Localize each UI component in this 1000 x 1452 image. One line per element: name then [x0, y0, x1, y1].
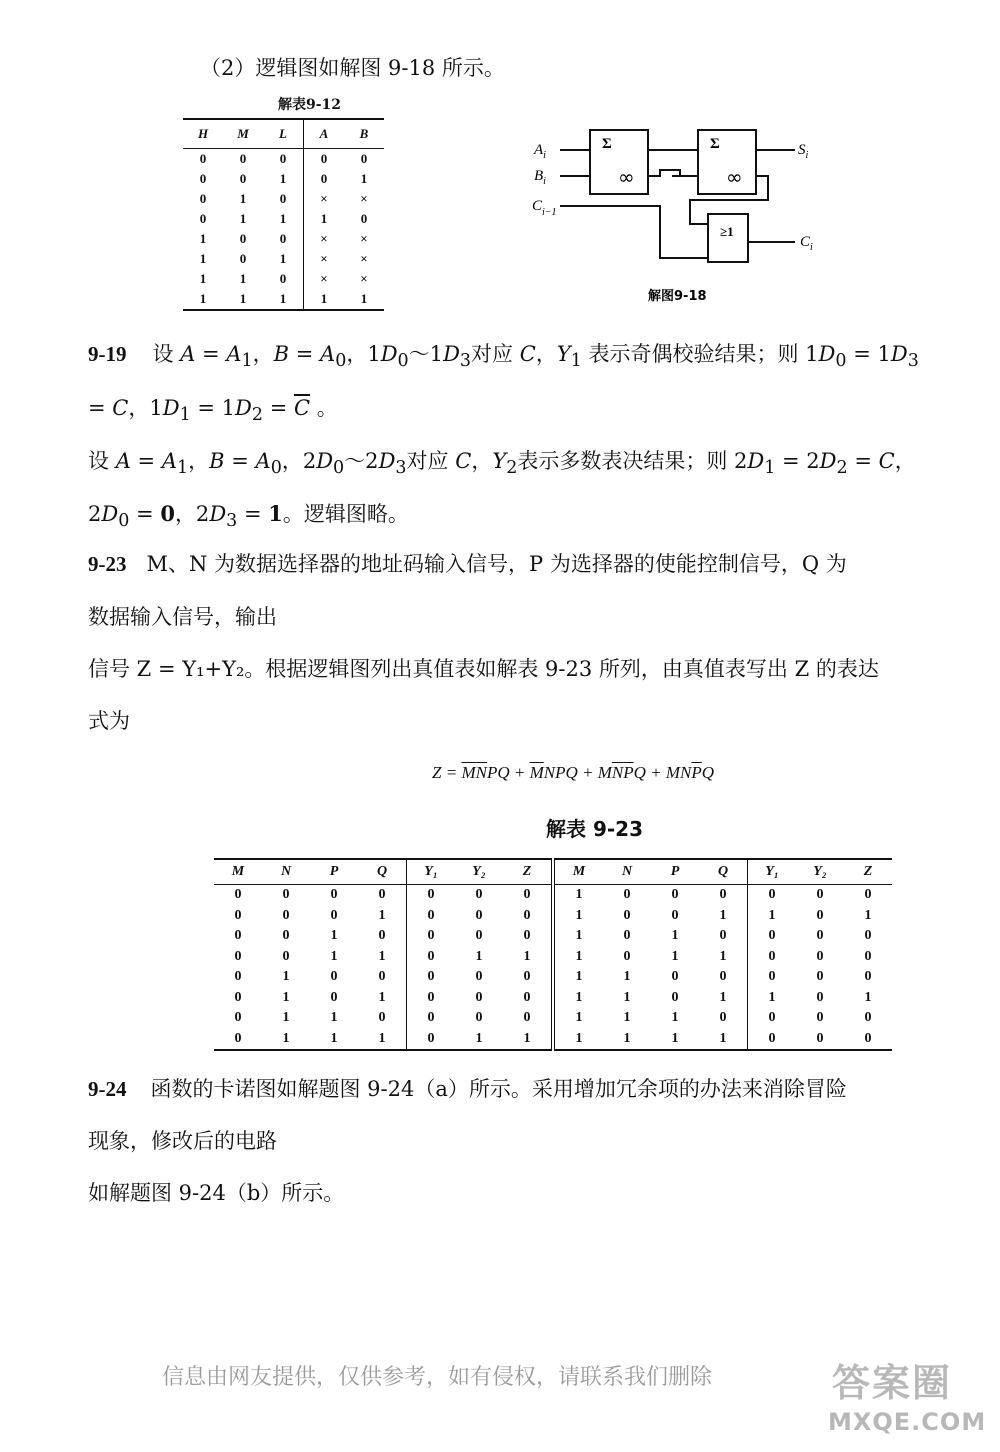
table-cell: 0 [358, 926, 407, 947]
output-s-label: $S_i$ [798, 142, 809, 161]
table-cell: 0 [360, 151, 368, 166]
table-cell: 0 [358, 1008, 407, 1029]
table-cell: 0 [475, 969, 483, 985]
table-cell: 0 [699, 885, 748, 906]
table-cell: 0 [768, 948, 776, 964]
table-cell: 1 [358, 906, 407, 927]
table-cell: 1 [282, 1010, 290, 1026]
header-cell: Q [699, 859, 748, 885]
table-cell: 1 [239, 211, 247, 226]
table-cell: 0 [234, 1030, 242, 1046]
table-cell: 0 [263, 189, 304, 209]
table-cell: 1 [360, 171, 368, 186]
table-row [214, 926, 892, 947]
table-cell: 1 [864, 907, 872, 923]
table-cell: 1 [358, 988, 407, 1009]
table-cell: 1 [671, 928, 679, 944]
table-cell: × [320, 231, 328, 246]
table-cell: 0 [864, 948, 872, 964]
table-cell: 1 [699, 947, 748, 968]
table-cell: 1 [263, 289, 304, 310]
header-cell: H [197, 126, 209, 141]
table-cell: 0 [199, 151, 207, 166]
site-logo-url: MXQE.COM [828, 1408, 987, 1436]
table-cell: 0 [282, 907, 290, 923]
table-cell: × [360, 271, 368, 286]
table-cell: 1 [768, 989, 776, 1005]
table-cell: 1 [575, 907, 583, 923]
watermark-disclaimer: 信息由网友提供，仅供参考，如有侵权，请联系我们删除 [162, 1365, 713, 1390]
header-cell: Y₁ [424, 864, 438, 879]
problem-number: 9-23 [88, 552, 127, 576]
header-cell: N [280, 864, 292, 879]
table-cell: 1 [320, 291, 328, 306]
table-cell: 0 [699, 926, 748, 947]
para-9-19-line3: 设 $A = A_1$，$B = A_0$，$2D_0\sim 2D_3$对应 C，$Y_2$表示多数表决结果；则 $2D_1 = 2D_2 = C$， [88, 449, 916, 479]
table-cell: 0 [358, 885, 407, 906]
header-cell: A [319, 126, 329, 141]
table-cell: 0 [816, 1030, 824, 1046]
header-cell: P [329, 864, 339, 879]
input-c-label: $C_{i-1}$ [532, 198, 557, 218]
para-9-19-line2: = C，$1D_1 = 1D_2 = \overline{C}$ 。 [88, 396, 338, 426]
table-cell: 0 [768, 969, 776, 985]
table-cell: 0 [330, 989, 338, 1005]
table-cell: 0 [234, 907, 242, 923]
table-cell: 1 [358, 947, 407, 968]
table-row [183, 229, 384, 249]
table-cell: 0 [816, 907, 824, 923]
table-cell: × [320, 191, 328, 206]
table-row [214, 1029, 892, 1051]
table-9-12-caption: 解表9-12 [278, 97, 342, 113]
table-cell: 0 [358, 967, 407, 988]
table-cell: 1 [239, 191, 247, 206]
table-cell: 0 [427, 948, 435, 964]
table-9-12-header [183, 119, 384, 149]
table-cell: 0 [699, 967, 748, 988]
table-cell: 0 [427, 1030, 435, 1046]
inf-label-2: ∞ [726, 165, 743, 189]
table-cell: 1 [575, 1010, 583, 1026]
table-cell: 1 [330, 928, 338, 944]
formula-z: $Z = \overline{M}\overline{N}PQ + \overline{M}NPQ + M\overline{N}\overline{P}Q + MN\overline{P}Q$ [432, 763, 715, 782]
table-cell: 1 [671, 1010, 679, 1026]
table-cell: 0 [427, 907, 435, 923]
table-row [183, 249, 384, 269]
table-cell: 1 [239, 271, 247, 286]
table-cell: 0 [330, 907, 338, 923]
table-cell: 1 [330, 1030, 338, 1046]
para-9-23-line1: 9-23 M、N 为数据选择器的地址码输入信号，P 为选择器的使能控制信号，Q 为 [88, 552, 847, 576]
table-cell: 0 [816, 1010, 824, 1026]
table-cell: 0 [239, 151, 247, 166]
table-cell: 0 [330, 969, 338, 985]
table-cell: × [360, 231, 368, 246]
table-cell: 1 [575, 969, 583, 985]
para-9-23-line4: 式为 [88, 709, 130, 733]
header-cell: L [263, 119, 304, 149]
header-cell: Q [358, 859, 407, 885]
para-9-19-line1: 9-19 设 $A = A_1$，$B = A_0$，$1D_0\sim 1D_3$对应 C，$Y_1$ 表示奇偶校验结果；则 $1D_0 = 1D_3$ [88, 342, 919, 372]
table-cell: 1 [623, 1010, 631, 1026]
table-cell: 0 [239, 231, 247, 246]
table-cell: 1 [358, 1029, 407, 1051]
para-9-23-line2: 数据输入信号，输出 [88, 605, 277, 629]
table-cell: 0 [768, 1010, 776, 1026]
table-cell: 0 [503, 926, 553, 947]
table-9-23-caption: 解表 9-23 [546, 817, 644, 841]
header-cell: M [572, 864, 586, 879]
problem-number: 9-19 [88, 342, 127, 366]
table-cell: 1 [199, 271, 207, 286]
table-cell: 0 [475, 907, 483, 923]
para-9-24-line2: 现象，修改后的电路 [88, 1129, 277, 1153]
header-cell: Y₂ [472, 864, 486, 879]
table-cell: 0 [427, 928, 435, 944]
para-9-19-line4: $2D_0 = 0$，$2D_3 = 1$。逻辑图略。 [88, 501, 409, 532]
para-9-24-line1: 9-24 函数的卡诺图如解题图 9-24（a）所示。采用增加冗余项的办法来消除冒险 [88, 1077, 847, 1101]
table-cell: 0 [234, 948, 242, 964]
table-cell: 0 [623, 928, 631, 944]
table-cell: 1 [282, 969, 290, 985]
header-cell: Z [863, 864, 873, 879]
table-row [183, 189, 384, 209]
table-cell: 1 [475, 948, 483, 964]
table-cell: 0 [239, 251, 247, 266]
table-cell: 0 [330, 887, 338, 903]
table-row [214, 1008, 892, 1029]
table-cell: 0 [234, 989, 242, 1005]
site-logo: 答案圈 [832, 1361, 953, 1405]
table-cell: 1 [475, 1030, 483, 1046]
table-cell: 0 [282, 887, 290, 903]
table-row [214, 885, 892, 906]
table-row [214, 906, 892, 927]
table-cell: 1 [263, 249, 304, 269]
table-cell: 0 [768, 928, 776, 944]
problem-number: 9-24 [88, 1077, 127, 1101]
table-row [183, 269, 384, 289]
table-cell: 0 [816, 969, 824, 985]
table-cell: 0 [475, 928, 483, 944]
table-cell: 0 [503, 1008, 553, 1029]
table-cell: 1 [864, 989, 872, 1005]
table-9-23-header [214, 859, 892, 885]
table-cell: 1 [575, 887, 583, 903]
table-cell: 0 [864, 1010, 872, 1026]
table-cell: 0 [199, 211, 207, 226]
table-cell: 0 [503, 906, 553, 927]
table-cell: 0 [427, 989, 435, 1005]
table-cell: 0 [199, 191, 207, 206]
table-cell: 0 [816, 887, 824, 903]
table-cell: 0 [234, 928, 242, 944]
table-cell: 0 [816, 948, 824, 964]
logic-diagram-9-18 [520, 118, 830, 308]
table-cell: 0 [768, 1030, 776, 1046]
table-cell: 0 [263, 229, 304, 249]
table-cell: 0 [475, 989, 483, 1005]
input-a-label: $A_i$ [534, 142, 546, 161]
table-cell: 0 [503, 967, 553, 988]
table-cell: 0 [768, 887, 776, 903]
table-cell: 0 [475, 1010, 483, 1026]
table-cell: 1 [282, 989, 290, 1005]
table-cell: 1 [503, 1029, 553, 1051]
table-cell: 0 [234, 1010, 242, 1026]
table-cell: 0 [503, 885, 553, 906]
table-cell: 0 [239, 171, 247, 186]
table-cell: 0 [475, 887, 483, 903]
table-cell: × [320, 271, 328, 286]
header-cell: Y₁ [765, 864, 779, 879]
table-cell: 0 [623, 907, 631, 923]
para-9-24-line3: 如解题图 9-24（b）所示。 [88, 1181, 345, 1205]
table-cell: 0 [263, 149, 304, 170]
header-cell: B [359, 126, 369, 141]
or-label: ≥1 [720, 224, 734, 239]
table-cell: 1 [623, 969, 631, 985]
table-cell: 1 [671, 948, 679, 964]
table-cell: 1 [575, 989, 583, 1005]
table-cell: 0 [320, 171, 328, 186]
table-cell: 0 [360, 211, 368, 226]
table-cell: 0 [427, 969, 435, 985]
table-row [214, 988, 892, 1009]
table-cell: 1 [320, 211, 328, 226]
table-cell: 0 [864, 969, 872, 985]
output-c-label: $C_i$ [800, 234, 813, 253]
table-9-23 [214, 858, 892, 1051]
table-cell: 0 [864, 1030, 872, 1046]
table-cell: × [360, 191, 368, 206]
table-cell: 1 [575, 928, 583, 944]
sigma-label-1: Σ [602, 136, 612, 152]
table-cell: 0 [263, 269, 304, 289]
header-cell: Z [503, 859, 553, 885]
table-cell: 1 [699, 988, 748, 1009]
table-cell: 0 [427, 1010, 435, 1026]
table-cell: 0 [282, 948, 290, 964]
table-cell: 1 [503, 947, 553, 968]
header-cell: M [237, 126, 249, 141]
table-cell: × [320, 251, 328, 266]
table-cell: 1 [199, 231, 207, 246]
table-cell: 0 [320, 151, 328, 166]
table-cell: 0 [503, 988, 553, 1009]
table-cell: 0 [816, 928, 824, 944]
table-cell: 1 [768, 907, 776, 923]
table-cell: 0 [671, 969, 679, 985]
table-cell: × [360, 251, 368, 266]
table-cell: 1 [330, 1010, 338, 1026]
table-cell: 1 [699, 906, 748, 927]
header-cell: M [231, 864, 245, 879]
table-cell: 1 [239, 291, 247, 306]
table-row [183, 169, 384, 189]
table-cell: 1 [623, 989, 631, 1005]
table-cell: 0 [671, 887, 679, 903]
table-cell: 1 [575, 948, 583, 964]
table-cell: 0 [623, 887, 631, 903]
table-cell: 0 [864, 887, 872, 903]
table-row [183, 209, 384, 229]
table-cell: 1 [263, 169, 304, 189]
table-cell: 1 [263, 209, 304, 229]
table-cell: 0 [671, 907, 679, 923]
table-cell: 1 [282, 1030, 290, 1046]
table-cell: 0 [199, 171, 207, 186]
table-cell: 0 [427, 887, 435, 903]
header-cell: P [670, 864, 680, 879]
table-row [183, 289, 384, 310]
table-cell: 0 [864, 928, 872, 944]
table-cell: 1 [330, 948, 338, 964]
input-b-label: $B_i$ [534, 168, 546, 187]
figure-9-18-caption: 解图9-18 [648, 289, 707, 304]
table-cell: 0 [234, 887, 242, 903]
table-row [214, 947, 892, 968]
table-cell: 1 [199, 251, 207, 266]
table-cell: 1 [575, 1030, 583, 1046]
table-cell: 0 [623, 948, 631, 964]
table-cell: 1 [360, 291, 368, 306]
table-cell: 1 [199, 291, 207, 306]
header-cell: Y₂ [813, 864, 827, 879]
table-cell: 0 [671, 989, 679, 1005]
para-9-23-line3: 信号 Z = Y₁+Y₂。根据逻辑图列出真值表如解表 9-23 所列，由真值表写出 Z 的表达 [88, 657, 879, 681]
table-cell: 0 [282, 928, 290, 944]
table-cell: 0 [699, 1008, 748, 1029]
table-cell: 0 [234, 969, 242, 985]
sigma-label-2: Σ [710, 136, 720, 152]
table-row [183, 149, 384, 170]
table-9-12 [183, 118, 384, 311]
inf-label-1: ∞ [618, 165, 635, 189]
table-cell: 1 [699, 1029, 748, 1051]
table-cell: 0 [816, 989, 824, 1005]
line-9-18-intro: （2）逻辑图如解图 9-18 所示。 [200, 56, 505, 80]
table-cell: 1 [671, 1030, 679, 1046]
table-cell: 1 [623, 1030, 631, 1046]
header-cell: N [621, 864, 633, 879]
table-row [214, 967, 892, 988]
